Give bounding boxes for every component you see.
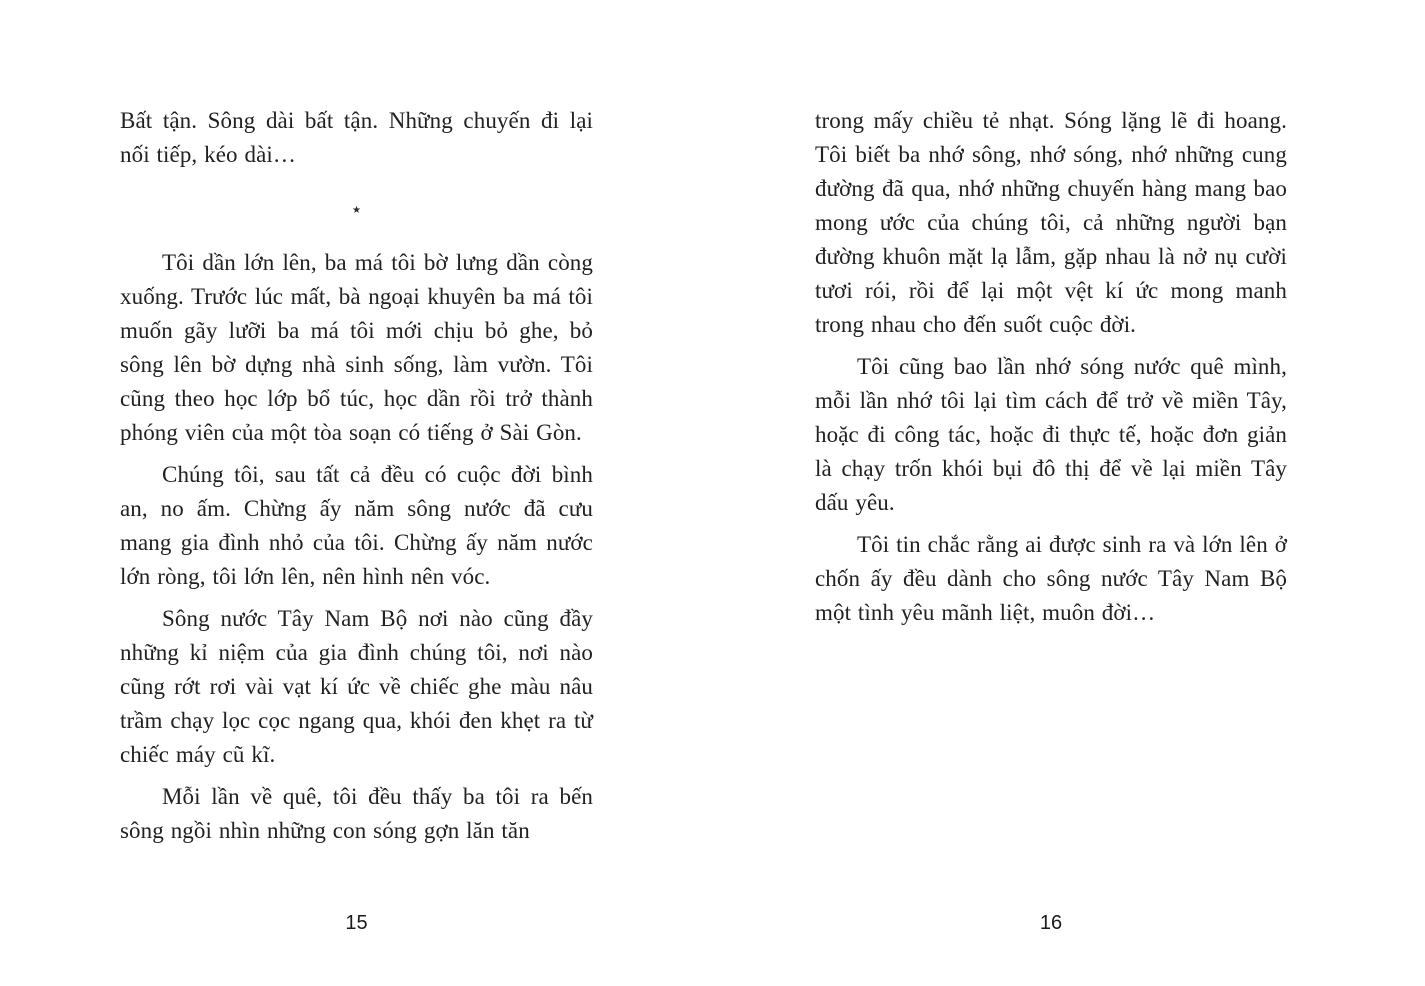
paragraph: Mỗi lần về quê, tôi đều thấy ba tôi ra bến sông ngồi nhìn những con sóng gợn lăn tăn	[120, 784, 593, 843]
paragraph: Tôi tin chắc rằng ai được sinh ra và lớn lên ở chốn ấy đều dành cho sông nước Tây Nam Bộ một tình yêu mãnh liệt, muôn đời…	[815, 532, 1287, 625]
page-right-text-column	[815, 104, 1287, 638]
star-separator-glyph: ⋆	[350, 198, 363, 221]
paragraph: Sông nước Tây Nam Bộ nơi nào cũng đầy những kỉ niệm của gia đình chúng tôi, nơi nào cũng rớt rơi vài vạt kí ức về chiếc ghe màu nâu trầm chạy lọc cọc ngang qua, khói đen khẹt ra từ chiếc máy cũ kĩ.	[120, 606, 593, 767]
page-number-right: 16	[1039, 912, 1063, 934]
section-break	[120, 180, 593, 238]
paragraph: trong mấy chiều tẻ nhạt. Sóng lặng lẽ đi hoang. Tôi biết ba nhớ sông, nhớ sóng, nhớ những cung đường đã qua, nhớ những chuyến hàng mang bao mong ước của chúng tôi, cả những người bạn đường khuôn mặt lạ lẫm, gặp nhau là nở nụ cười tươi rói, rồi để lại một vệt kí ức mong manh trong nhau cho đến suốt cuộc đời.	[815, 108, 1287, 337]
paragraph: Chúng tôi, sau tất cả đều có cuộc đời bình an, no ấm. Chừng ấy năm sông nước đã cưu mang gia đình nhỏ của tôi. Chừng ấy năm nước lớn ròng, tôi lớn lên, nên hình nên vóc.	[120, 462, 593, 589]
page-left-text-column	[120, 104, 593, 856]
paragraph: Tôi dần lớn lên, ba má tôi bờ lưng dần còng xuống. Trước lúc mất, bà ngoại khuyên ba má tôi muốn gãy lưỡi ba má tôi mới chịu bỏ ghe, bỏ sông lên bờ dựng nhà sinh sống, làm vườn. Tôi cũng theo học lớp bổ túc, học dần rồi trở thành phóng viên của một tòa soạn có tiếng ở Sài Gòn.	[120, 250, 593, 445]
paragraph: Bất tận. Sông dài bất tận. Những chuyến đi lại nối tiếp, kéo dài…	[120, 108, 593, 167]
page-number-left: 15	[345, 912, 368, 934]
paragraph: Tôi cũng bao lần nhớ sóng nước quê mình, mỗi lần nhớ tôi lại tìm cách để trở về miền Tây, hoặc đi công tác, hoặc đi thực tế, hoặc đơn giản là chạy trốn khói bụi đô thị để về lại miền Tây dấu yêu.	[815, 354, 1287, 515]
